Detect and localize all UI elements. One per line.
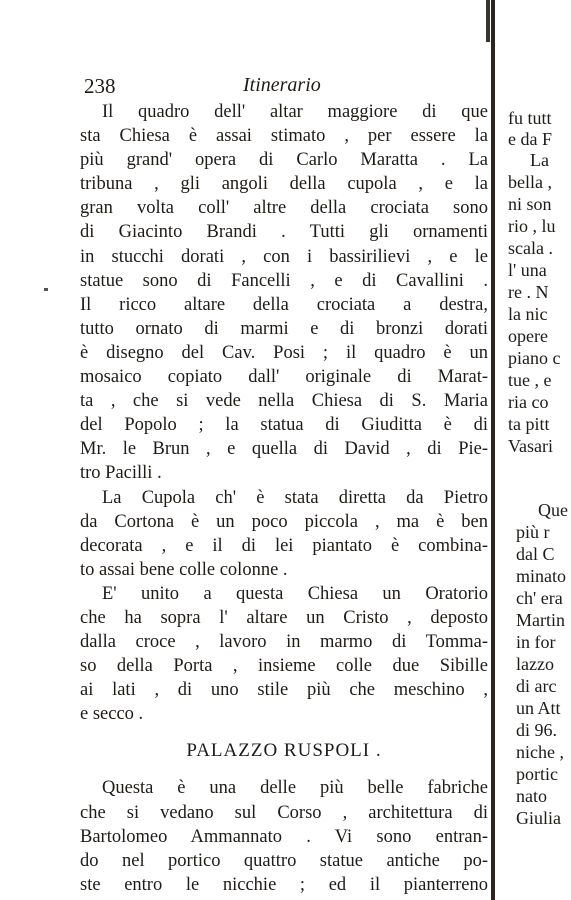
- text-line: ta , che si vede nella Chiesa di S. Maria: [80, 391, 488, 412]
- facing-page-line: ni son: [508, 194, 552, 214]
- text-line: to assai bene colle colonne .: [80, 559, 288, 580]
- text-line: Il quadro dell' altar maggiore di que: [102, 102, 488, 122]
- text-line: tro Pacilli .: [80, 463, 162, 484]
- facing-page-line: La: [530, 150, 549, 170]
- facing-page-line: bella ,: [508, 172, 552, 192]
- text-line: tutto ornato di marmi e di bronzi dorati: [80, 318, 488, 339]
- facing-page-line: opere: [508, 326, 548, 346]
- gutter-rule: [491, 0, 495, 900]
- section-heading: PALAZZO RUSPOLI .: [186, 740, 382, 762]
- text-line: ai lati , di uno stile più che meschino ,: [80, 680, 488, 701]
- facing-page-line: ria co: [508, 392, 549, 412]
- text-line: sta Chiesa è assai stimato , per essere la: [80, 126, 488, 147]
- text-line: che ha sopra l' altare un Cristo , deposto: [80, 607, 488, 628]
- facing-page-line: Giulia: [516, 808, 561, 828]
- text-line: di Giacinto Brandi . Tutti gli ornamenti: [80, 222, 488, 243]
- facing-page-line: fu tutt: [508, 108, 552, 128]
- text-line: Il ricco altare della crociata a destra,: [80, 294, 488, 315]
- text-line: so della Porta , insieme colle due Sibille: [80, 656, 488, 677]
- facing-page-line: dal C: [516, 544, 555, 564]
- text-line: da Cortona è un poco piccola , ma è ben: [80, 511, 488, 532]
- text-line: tribuna , gli angoli della cupola , e la: [80, 174, 488, 195]
- facing-page-line: Que: [538, 500, 568, 520]
- text-line: decorata , e il di lei piantato è combina-: [80, 535, 488, 556]
- facing-page-fragment: [508, 0, 571, 900]
- facing-page-line: nato: [516, 786, 547, 806]
- text-line: statue sono di Fancelli , e di Cavallini .: [80, 270, 488, 291]
- text-line: e secco .: [80, 704, 144, 725]
- facing-page-line: ch' era: [516, 588, 563, 608]
- text-line: mosaico copiato dall' originale di Marat-: [80, 367, 488, 388]
- facing-page-line: un Att: [516, 698, 561, 718]
- facing-page-line: lazzo: [516, 654, 554, 674]
- facing-page-line: re . N: [508, 282, 549, 302]
- text-line: Bartolomeo Ammannato . Vi sono entran-: [80, 826, 488, 847]
- text-line: che si vedano sul Corso , architettura di: [80, 802, 488, 823]
- facing-page-line: tue , e: [508, 370, 552, 390]
- text-line: La Cupola ch' è stata diretta da Pietro: [102, 487, 488, 508]
- facing-page-line: più r: [516, 522, 550, 542]
- main-text-column: [80, 100, 488, 897]
- text-line: dalla croce , lavoro in marmo di Tomma-: [80, 632, 488, 653]
- facing-page-line: piano c: [508, 348, 561, 368]
- text-line: E' unito a questa Chiesa un Oratorio: [102, 583, 488, 604]
- facing-page-line: e da F: [508, 129, 552, 149]
- text-line: ste entro le nicchie ; ed il pianterreno: [80, 874, 488, 895]
- text-line: Mr. le Brun , e quella di David , di Pie-: [80, 439, 488, 460]
- facing-page-line: Vasari: [508, 436, 553, 456]
- text-line: più grand' opera di Carlo Maratta . La: [80, 150, 488, 171]
- text-line: gran volta coll' altre della crociata sono: [80, 198, 488, 219]
- facing-page-line: l' una: [508, 260, 547, 280]
- facing-page-line: niche ,: [516, 742, 564, 762]
- text-line: è disegno del Cav. Posi ; il quadro è un: [80, 342, 488, 363]
- facing-page-line: di arc: [516, 676, 557, 696]
- text-line: in stucchi dorati , con i bassirilievi , e le: [80, 246, 488, 267]
- facing-page-line: minato: [516, 566, 566, 586]
- facing-page-line: di 96.: [516, 720, 558, 740]
- facing-page-line: Martin: [516, 610, 565, 630]
- facing-page-line: la nic: [508, 304, 548, 324]
- text-line: do nel portico quattro statue antiche po-: [80, 850, 488, 871]
- text-line: Questa è una delle più belle fabriche: [102, 778, 488, 799]
- page-number: 238: [84, 74, 116, 98]
- facing-page-line: ta pitt: [508, 414, 550, 434]
- facing-page-line: in for: [516, 632, 556, 652]
- facing-page-line: portic: [516, 764, 558, 784]
- facing-page-line: scala .: [508, 238, 553, 258]
- facing-page-line: rio , lu: [508, 216, 556, 236]
- binding-shadow-top: [486, 0, 490, 42]
- text-line: del Popolo ; la statua di Giuditta è di: [80, 415, 488, 436]
- stray-mark: [44, 288, 48, 291]
- running-head: Itinerario: [243, 74, 321, 96]
